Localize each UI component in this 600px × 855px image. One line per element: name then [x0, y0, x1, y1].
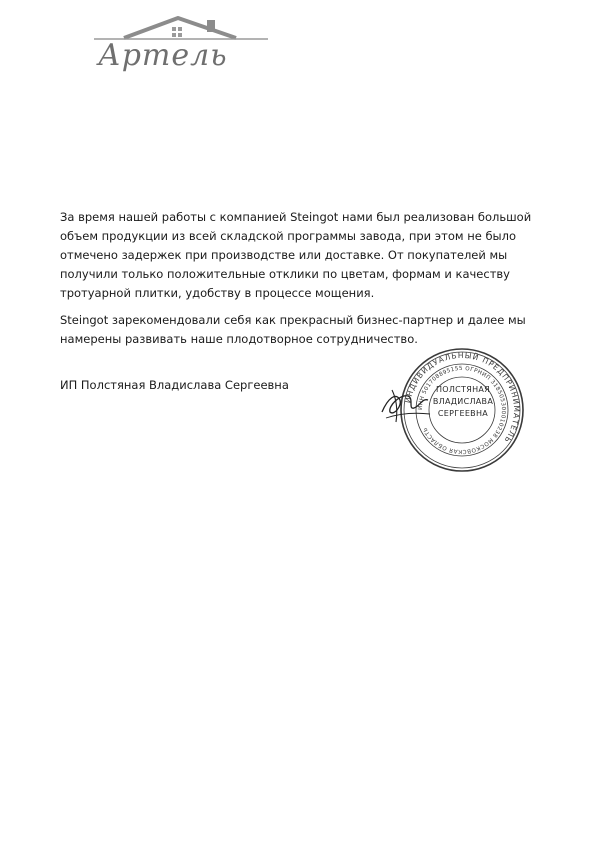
- signature-line: ИП Полстяная Владислава Сергеевна: [60, 378, 289, 392]
- handwritten-signature: [378, 378, 438, 428]
- company-logo: [88, 12, 278, 76]
- stamp-center-text: ПОЛСТЯНАЯ ВЛАДИСЛАВА СЕРГЕЕВНА: [432, 385, 494, 418]
- paragraph-2: Steingot зарекомендовали себя как прекрасный бизнес-партнер и далее мы намерены развивать наше плодотворное сотрудничество.: [60, 313, 526, 346]
- logo-text: Артель: [98, 38, 228, 73]
- letter-body: [60, 208, 552, 357]
- stamp-outer-text: ИНДИВИДУАЛЬНЫЙ ПРЕДПРИНИМАТЕЛЬ: [403, 350, 522, 445]
- stamp-inner-text: ИНН 501708895155 ОГРНИП 318505300010238 МОСКОВСКАЯ ОБЛАСТЬ: [417, 365, 507, 455]
- paragraph-1: За время нашей работы с компанией Steingot нами был реализован большой объем продукции из всей складской программы завода, при этом не было отмечено задержек при производстве или доставке. От покупателей мы получили только положительные отклики по цветам, формам и качеству тротуарной плитки, удобству в процессе мощения.: [60, 210, 532, 300]
